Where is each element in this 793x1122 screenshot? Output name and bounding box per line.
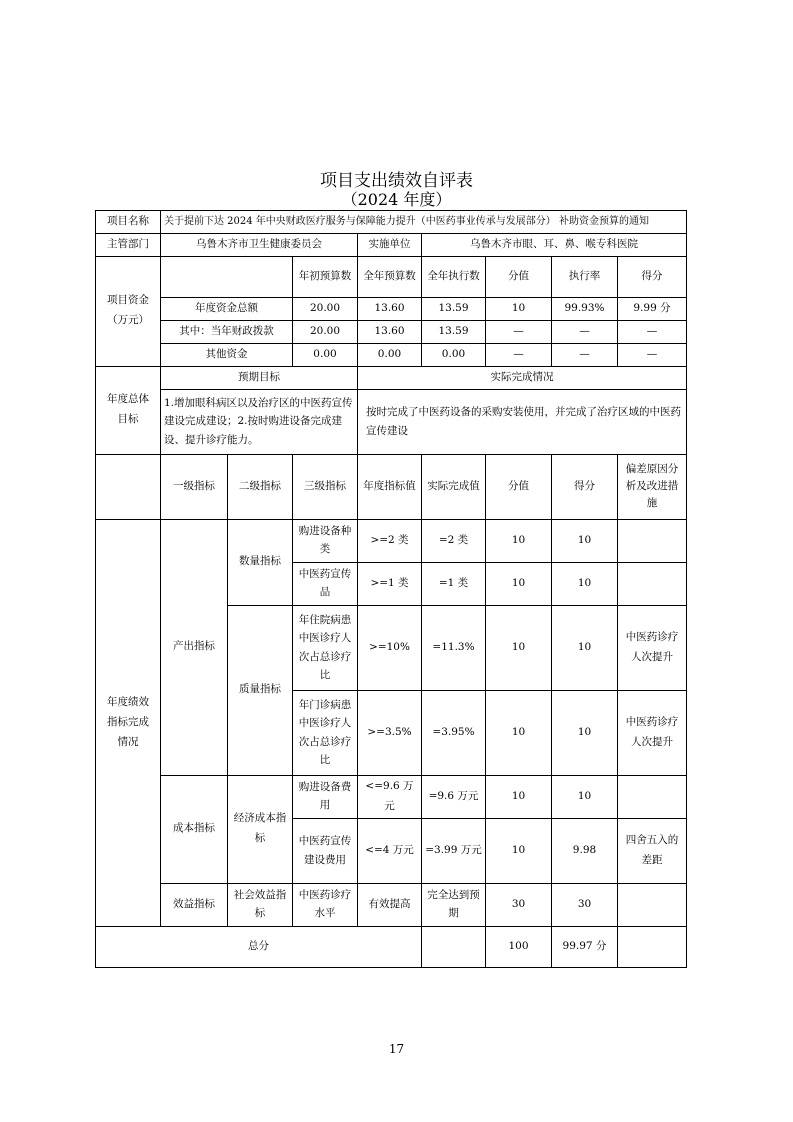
funds-cell: 0.00 [358, 343, 422, 366]
funds-cell: 99.93% [552, 297, 618, 320]
funds-cell: 0.00 [422, 343, 486, 366]
got-cell: 10 [552, 690, 618, 775]
project-name-value: 关于提前下达 2024 年中央财政医疗服务与保障能力提升（中医药事业传承与发展部分） 补助资金预算的通知 [161, 211, 687, 234]
ind-header: 一级指标 [161, 454, 228, 519]
total-got: 99.97 分 [552, 926, 618, 967]
level2-quality: 质量指标 [228, 605, 293, 775]
funds-cell: 13.59 [422, 297, 486, 320]
level2-quantity: 数量指标 [228, 519, 293, 605]
ind-header: 得分 [552, 454, 618, 519]
l3-cell: 购进设备费用 [293, 775, 358, 818]
page-subtitle: （2024 年度） [341, 190, 452, 209]
funds-row-name: 年度资金总额 [161, 297, 293, 320]
indicators-label: 年度绩效 指标完成 情况 [96, 519, 161, 926]
got-cell: 9.98 [552, 818, 618, 883]
funds-row-name: 其中：当年财政拨款 [161, 320, 293, 343]
funds-cell: — [618, 343, 687, 366]
ind-header: 偏差原因分析及改进措施 [618, 454, 687, 519]
l3-cell: 年住院病患中医诊疗人次占总诊疗比 [293, 605, 358, 690]
score-cell: 10 [486, 818, 552, 883]
score-cell: 10 [486, 519, 552, 562]
actual-cell: 完全达到预期 [422, 883, 486, 926]
goals-label: 年度总体 目标 [96, 366, 161, 454]
level2-economic: 经济成本指标 [228, 775, 293, 883]
funds-cell: — [486, 320, 552, 343]
l3-cell: 年门诊病患中医诊疗人次占总诊疗比 [293, 690, 358, 775]
target-cell: 有效提高 [358, 883, 422, 926]
l3-cell: 中医药诊疗水平 [293, 883, 358, 926]
funds-header: 年初预算数 [293, 256, 358, 297]
note-cell [618, 775, 687, 818]
funds-cell: 13.60 [358, 297, 422, 320]
l3-cell: 购进设备种类 [293, 519, 358, 562]
funds-row-name: 其他资金 [161, 343, 293, 366]
funds-header: 全年预算数 [358, 256, 422, 297]
funds-header: 全年执行数 [422, 256, 486, 297]
actual-cell: =3.95% [422, 690, 486, 775]
ind-header: 二级指标 [228, 454, 293, 519]
target-cell: <=9.6 万元 [358, 775, 422, 818]
actual-cell: =11.3% [422, 605, 486, 690]
funds-cell: 13.59 [422, 320, 486, 343]
note-cell [618, 883, 687, 926]
goals-expected-label: 预期目标 [161, 366, 358, 389]
score-cell: 10 [486, 775, 552, 818]
got-cell: 10 [552, 562, 618, 605]
ind-header: 实际完成值 [422, 454, 486, 519]
funds-cell: 9.99 分 [618, 297, 687, 320]
actual-cell: =3.99 万元 [422, 818, 486, 883]
total-note [618, 926, 687, 967]
funds-header: 得分 [618, 256, 687, 297]
note-cell [618, 519, 687, 562]
note-cell: 四舍五入的差距 [618, 818, 687, 883]
actual-cell: =9.6 万元 [422, 775, 486, 818]
score-cell: 10 [486, 562, 552, 605]
level1-output: 产出指标 [161, 519, 228, 775]
note-cell: 中医药诊疗人次提升 [618, 690, 687, 775]
impl-label: 实施单位 [358, 233, 422, 256]
funds-cell: 10 [486, 297, 552, 320]
funds-label: 项目资金 （万元） [96, 256, 161, 366]
funds-cell: 20.00 [293, 320, 358, 343]
page-number: 17 [388, 1042, 405, 1056]
level2-social: 社会效益指标 [228, 883, 293, 926]
indicators-blank [96, 454, 161, 519]
total-label: 总分 [96, 926, 422, 967]
dept-label: 主管部门 [96, 233, 161, 256]
funds-cell: — [552, 343, 618, 366]
actual-cell: =1 类 [422, 562, 486, 605]
note-cell: 中医药诊疗人次提升 [618, 605, 687, 690]
funds-header: 分值 [486, 256, 552, 297]
goals-actual-label: 实际完成情况 [358, 366, 687, 389]
funds-cell: — [552, 320, 618, 343]
level1-benefit: 效益指标 [161, 883, 228, 926]
got-cell: 10 [552, 605, 618, 690]
funds-cell: 20.00 [293, 297, 358, 320]
funds-cell: 13.60 [358, 320, 422, 343]
goals-actual: 按时完成了中医药设备的采购安装使用，并完成了治疗区域的中医药宣传建设 [358, 389, 687, 454]
total-score: 100 [486, 926, 552, 967]
target-cell: >=1 类 [358, 562, 422, 605]
target-cell: >=3.5% [358, 690, 422, 775]
score-cell: 10 [486, 690, 552, 775]
funds-blank [161, 256, 293, 297]
actual-cell: =2 类 [422, 519, 486, 562]
performance-table [95, 210, 687, 968]
got-cell: 30 [552, 883, 618, 926]
dept-value: 乌鲁木齐市卫生健康委员会 [161, 233, 358, 256]
ind-header: 分值 [486, 454, 552, 519]
ind-header: 三级指标 [293, 454, 358, 519]
got-cell: 10 [552, 519, 618, 562]
goals-expected: 1.增加眼科病区以及治疗区的中医药宣传建设完成建设；2.按时购进设备完成建设、提升诊疗能力。 [161, 389, 358, 454]
funds-cell: 0.00 [293, 343, 358, 366]
project-name-label: 项目名称 [96, 211, 161, 234]
impl-value: 乌鲁木齐市眼、耳、鼻、喉专科医院 [422, 233, 687, 256]
target-cell: >=2 类 [358, 519, 422, 562]
level1-cost: 成本指标 [161, 775, 228, 883]
page-title: 项目支出绩效自评表 [320, 171, 473, 191]
l3-cell: 中医药宣传建设费用 [293, 818, 358, 883]
funds-header: 执行率 [552, 256, 618, 297]
total-blank [422, 926, 486, 967]
ind-header: 年度指标值 [358, 454, 422, 519]
score-cell: 10 [486, 605, 552, 690]
note-cell [618, 562, 687, 605]
target-cell: >=10% [358, 605, 422, 690]
score-cell: 30 [486, 883, 552, 926]
got-cell: 10 [552, 775, 618, 818]
funds-cell: — [618, 320, 687, 343]
funds-cell: — [486, 343, 552, 366]
target-cell: <=4 万元 [358, 818, 422, 883]
l3-cell: 中医药宣传品 [293, 562, 358, 605]
